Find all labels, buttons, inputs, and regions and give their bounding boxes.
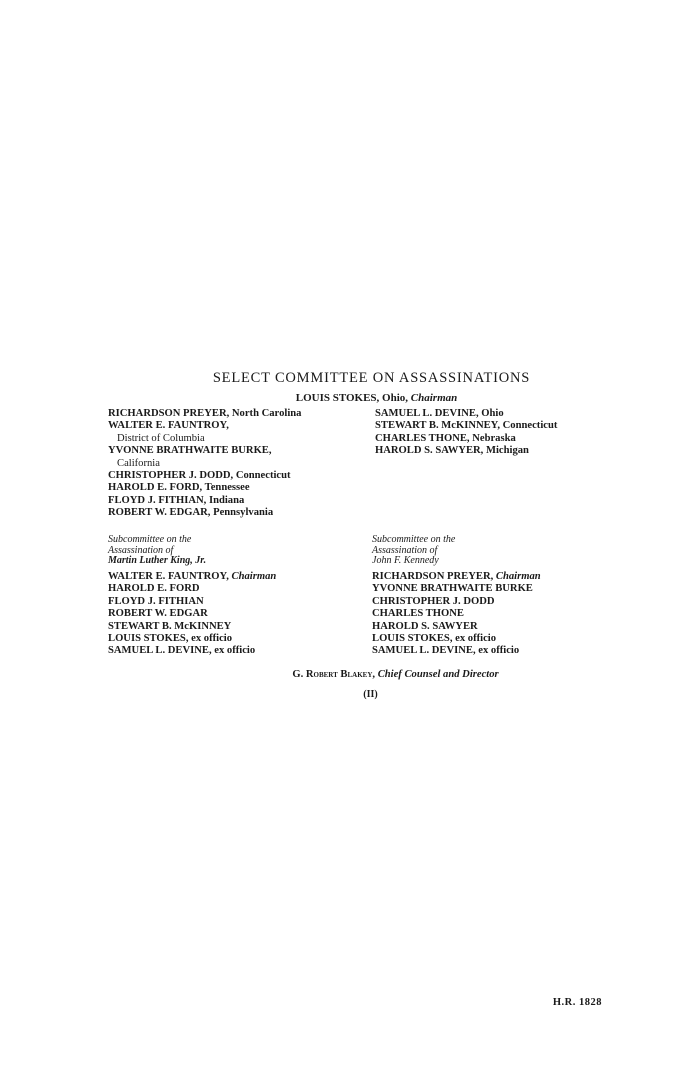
chief-counsel-name: G. Robert Blakey,: [292, 669, 376, 680]
page-number: (II): [363, 689, 378, 700]
member-line: ROBERT W. EDGAR: [108, 608, 208, 620]
chief-counsel-title: Chief Counsel and Director: [377, 669, 499, 680]
member-line: HAROLD S. SAWYER, Michigan: [375, 445, 529, 457]
member-line: FLOYD J. FITHIAN: [108, 595, 204, 607]
subcommittee-chairman-role: Chairman: [231, 571, 277, 582]
member-line: FLOYD J. FITHIAN, Indiana: [108, 494, 245, 506]
member-line: LOUIS STOKES, ex officio: [108, 633, 233, 645]
subcommittee-chairman-name: WALTER E. FAUNTROY,: [108, 571, 229, 582]
member-line: RICHARDSON PREYER, North Carolina: [108, 408, 302, 419]
subcommittee-chairman: [108, 571, 276, 583]
document-id: H.R. 1828: [552, 997, 602, 1008]
member-line: District of Columbia: [117, 432, 205, 444]
member-line: SAMUEL L. DEVINE, ex officio: [108, 645, 256, 657]
subcommittee-chairman-role: Chairman: [495, 571, 541, 582]
subcommittee-chairman-name: RICHARDSON PREYER,: [372, 571, 494, 582]
subcommittee-heading-line: Assassination of: [108, 544, 174, 556]
chairman-role: Chairman: [410, 392, 458, 404]
member-line: YVONNE BRATHWAITE BURKE: [372, 583, 533, 595]
member-line: WALTER E. FAUNTROY,: [108, 420, 229, 432]
member-line: LOUIS STOKES, ex officio: [372, 633, 497, 645]
subcommittee-jfk-members: [372, 571, 541, 658]
subcommittee-chairman: [372, 571, 541, 583]
member-line: YVONNE BRATHWAITE BURKE,: [108, 445, 272, 457]
member-line: STEWART B. McKINNEY, Connecticut: [375, 420, 558, 432]
member-line: ROBERT W. EDGAR, Pennsylvania: [108, 507, 274, 519]
subcommittee-jfk-heading: [372, 535, 455, 567]
member-line: HAROLD E. FORD: [108, 583, 200, 595]
member-line: STEWART B. McKINNEY: [108, 620, 232, 632]
subcommittee-mlk-members: [108, 571, 276, 658]
members-right-column: [375, 408, 557, 458]
chairman-name: LOUIS STOKES, Ohio,: [295, 392, 409, 404]
member-line: HAROLD S. SAWYER: [372, 620, 478, 632]
subcommittee-heading-line: Assassination of: [372, 544, 438, 556]
chief-counsel-line: [0, 669, 691, 680]
member-line: SAMUEL L. DEVINE, Ohio: [375, 408, 504, 419]
committee-title: SELECT COMMITTEE ON ASSASSINATIONS: [212, 370, 531, 386]
member-line: CHARLES THONE, Nebraska: [375, 432, 516, 444]
member-line: CHRISTOPHER J. DODD: [372, 595, 495, 607]
subcommittee-heading-line: Subcommittee on the: [108, 534, 192, 545]
subcommittee-mlk-heading: [108, 535, 206, 567]
member-line: CHRISTOPHER J. DODD, Connecticut: [108, 470, 291, 482]
member-line: California: [117, 457, 160, 469]
member-line: HAROLD E. FORD, Tennessee: [108, 482, 250, 494]
member-line: SAMUEL L. DEVINE, ex officio: [372, 645, 520, 657]
subcommittee-heading-line: John F. Kennedy: [372, 555, 439, 566]
members-left-column: [108, 408, 301, 520]
subcommittee-heading-line: Martin Luther King, Jr.: [108, 555, 207, 566]
subcommittee-heading-line: Subcommittee on the: [372, 534, 456, 545]
member-line: CHARLES THONE: [372, 608, 464, 620]
committee-chairman: [0, 392, 691, 404]
